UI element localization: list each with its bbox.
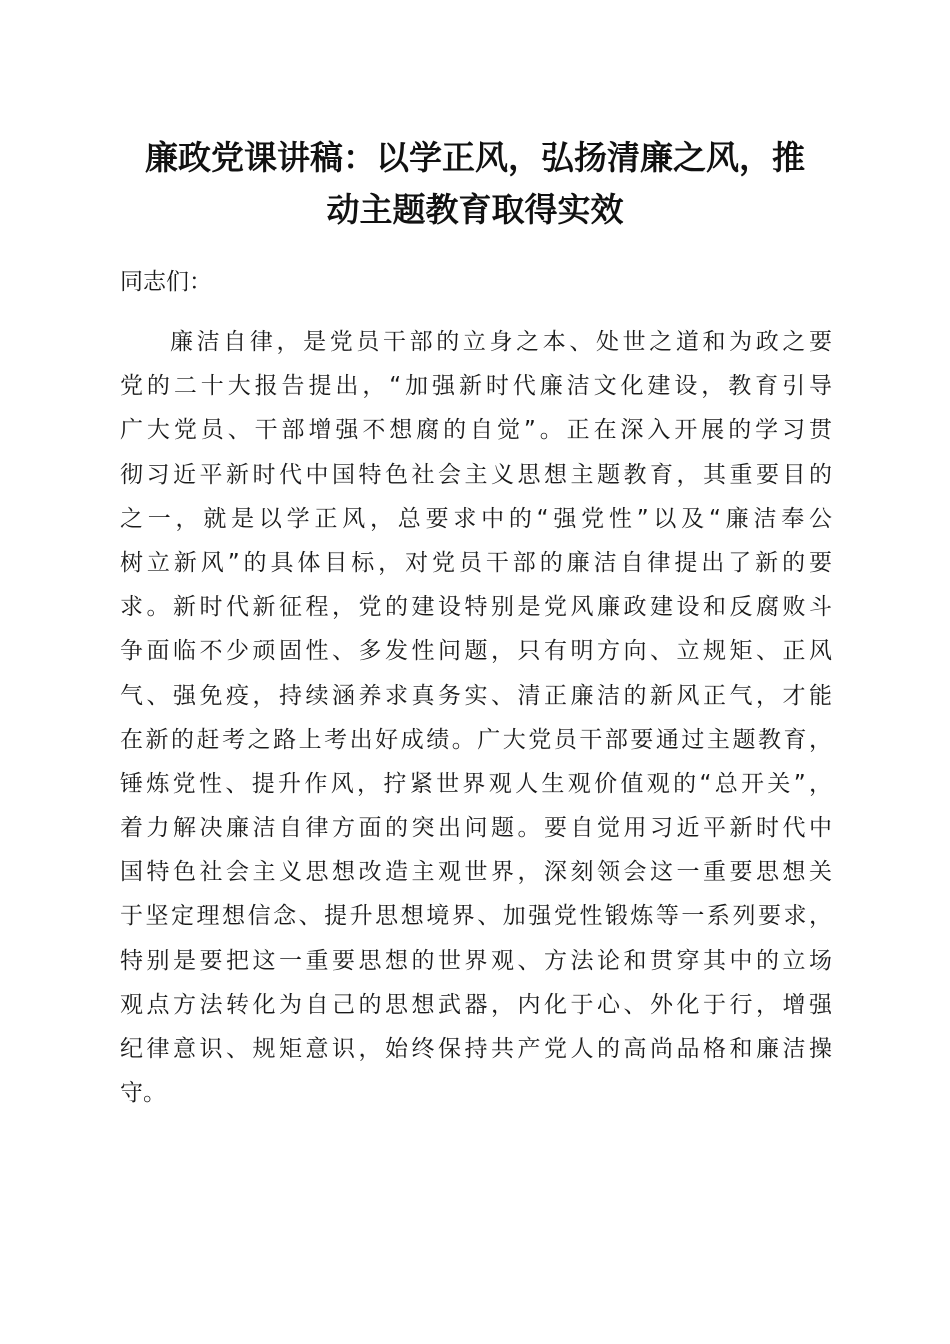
- paragraph-line: 纪律意识、规矩意识，始终保持共产党人的高尚品格和廉洁操: [120, 1036, 832, 1062]
- paragraph-line: 着力解决廉洁自律方面的突出问题。要自觉用习近平新时代中: [120, 815, 832, 842]
- paragraph-line: 求。新时代新征程，党的建设特别是党风廉政建设和反腐败斗: [120, 594, 832, 621]
- paragraph-line: 特别是要把这一重要思想的世界观、方法论和贯穿其中的立场: [120, 947, 832, 974]
- document-title: [110, 132, 840, 236]
- paragraph-line: 锤炼党性、提升作风，拧紧世界观人生观价值观的“总开关”，: [120, 770, 832, 797]
- paragraph-line: 观点方法转化为自己的思想武器，内化于心、外化于行，增强: [120, 991, 832, 1018]
- paragraph-line: 廉洁自律，是党员干部的立身之本、处世之道和为政之要: [170, 329, 832, 355]
- paragraph-line: 于坚定理想信念、提升思想境界、加强党性锻炼等一系列要求，: [120, 903, 832, 930]
- paragraph-line: 彻习近平新时代中国特色社会主义思想主题教育，其重要目的: [120, 461, 832, 488]
- salutation: 同志们：: [120, 269, 212, 295]
- paragraph-line: 争面临不少顽固性、多发性问题，只有明方向、立规矩、正风: [120, 638, 832, 665]
- paragraph-line: 党的二十大报告提出，“加强新时代廉洁文化建设，教育引导: [120, 373, 832, 400]
- paragraph-line: 气、强免疫，持续涵养求真务实、清正廉洁的新风正气，才能: [120, 682, 832, 709]
- paragraph-line: 守。: [120, 1080, 166, 1107]
- paragraph-line: 广大党员、干部增强不想腐的自觉”。正在深入开展的学习贯: [120, 417, 832, 444]
- body-paragraph: [120, 320, 832, 1115]
- title-line-1: 廉政党课讲稿：以学正风，弘扬清廉之风，推: [145, 138, 805, 177]
- paragraph-line: 之一，就是以学正风，总要求中的“强党性”以及“廉洁奉公: [120, 505, 832, 532]
- paragraph-line: 国特色社会主义思想改造主观世界，深刻领会这一重要思想关: [120, 859, 832, 886]
- paragraph-line: 树立新风”的具体目标，对党员干部的廉洁自律提出了新的要: [120, 549, 832, 576]
- title-line-2: 动主题教育取得实效: [326, 190, 624, 229]
- paragraph-line: 在新的赶考之路上考出好成绩。广大党员干部要通过主题教育，: [120, 726, 832, 753]
